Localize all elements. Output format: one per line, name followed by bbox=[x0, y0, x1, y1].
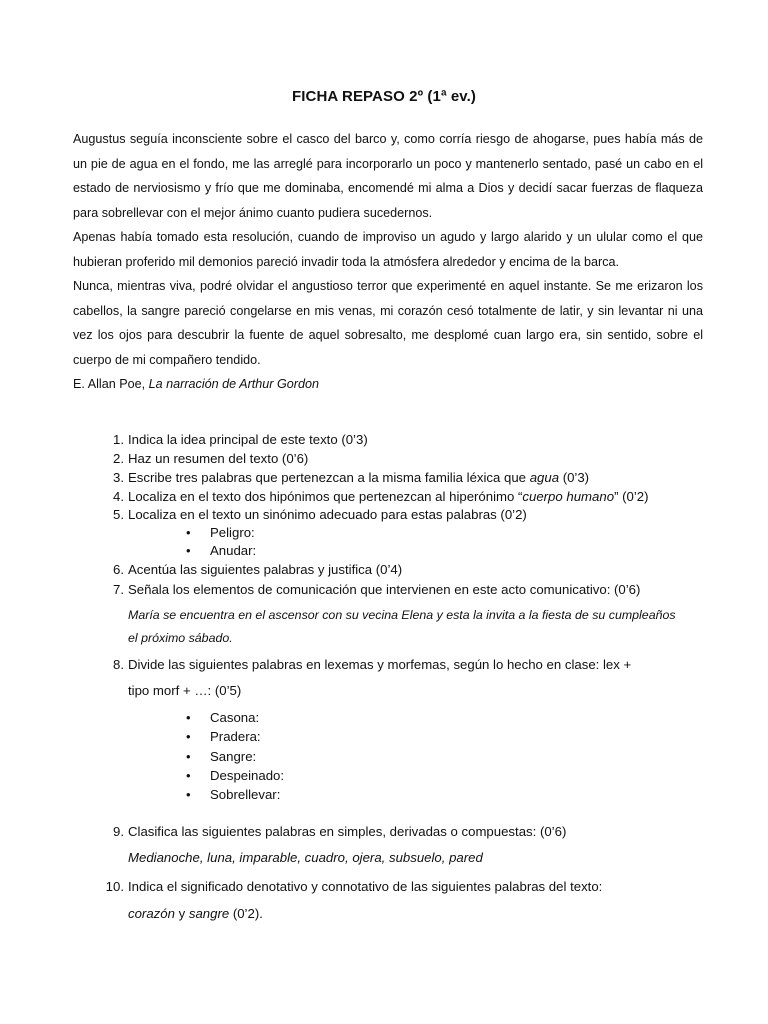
question-10 bbox=[105, 879, 708, 894]
question-6 bbox=[113, 562, 708, 577]
work-title: La narración de Arthur Gordon bbox=[148, 377, 319, 391]
question-text: Escribe tres palabras que pertenezcan a la misma familia léxica que bbox=[128, 470, 530, 485]
question-5 bbox=[113, 507, 708, 522]
list-item-text: Anudar: bbox=[210, 543, 257, 558]
passage-attribution bbox=[73, 372, 703, 397]
conjunction: y bbox=[174, 906, 189, 921]
bullet-icon: • bbox=[186, 768, 191, 783]
bullet-icon: • bbox=[186, 525, 191, 540]
question-keyword: sangre bbox=[188, 906, 230, 921]
question-number: 8. bbox=[113, 657, 124, 672]
question-text: Acentúa las siguientes palabras y justifica (0’4) bbox=[128, 562, 403, 577]
question-text: Haz un resumen del texto (0’6) bbox=[128, 451, 309, 466]
bullet-icon: • bbox=[186, 710, 191, 725]
question-example: el próximo sábado. bbox=[128, 631, 233, 645]
question-number: 6. bbox=[113, 562, 124, 577]
question-8 bbox=[113, 657, 708, 672]
passage-paragraph-1: Augustus seguía inconsciente sobre el casco del barco y, como corría riesgo de ahogarse, pues había más de un pie de agua en el fondo, me las arreglé para incorporarlo un poco y mantenerlo sentado, pasé un cabo en el estado de nerviosismo y frío que me dominaba, encomendé mi alma a Dios y decidí sacar fuerzas de flaqueza para sobrellevar con el mejor ánimo cuanto pudiera sucedernos. bbox=[73, 132, 703, 220]
bullet-icon: • bbox=[186, 749, 191, 764]
question-number: 3. bbox=[113, 470, 124, 485]
question-word-list: Medianoche, luna, imparable, cuadro, ojera, subsuelo, pared bbox=[128, 850, 483, 865]
bullet-icon: • bbox=[186, 543, 191, 558]
question-text: Indica el significado denotativo y connotativo de las siguientes palabras del texto: bbox=[128, 879, 603, 894]
page-title: FICHA REPASO 2º (1ª ev.) bbox=[291, 88, 477, 105]
question-text: Señala los elementos de comunicación que intervienen en este acto comunicativo: (0’6) bbox=[128, 582, 641, 597]
question-text-continued bbox=[128, 906, 263, 921]
reading-passage bbox=[73, 127, 703, 397]
question-keyword: agua bbox=[529, 470, 560, 485]
question-number: 7. bbox=[113, 582, 124, 597]
question-text: Localiza en el texto dos hipónimos que pertenezcan al hiperónimo “ bbox=[128, 489, 523, 504]
passage-paragraph-2: Apenas había tomado esta resolución, cuando de improviso un agudo y largo alarido y un ulular como el que hubieran proferido mil demonios pareció invadir toda la atmósfera alrededor y encima de la barca. bbox=[73, 230, 703, 269]
question-7 bbox=[113, 582, 708, 597]
question-number: 4. bbox=[113, 489, 124, 504]
list-item-text: Sobrellevar: bbox=[210, 787, 281, 802]
question-score: (0’3) bbox=[559, 470, 590, 485]
list-item-text: Despeinado: bbox=[210, 768, 285, 783]
question-number: 1. bbox=[113, 432, 124, 447]
question-4 bbox=[113, 489, 708, 504]
question-example: María se encuentra en el ascensor con su vecina Elena y esta la invita a la fiesta de su cumpleaños bbox=[128, 608, 676, 622]
question-text: Indica la idea principal de este texto (0’3) bbox=[128, 432, 368, 447]
list-item-text: Peligro: bbox=[210, 525, 255, 540]
list-item-text: Casona: bbox=[210, 710, 260, 725]
question-9 bbox=[113, 824, 708, 839]
passage-paragraph-3: Nunca, mientras viva, podré olvidar el angustioso terror que experimenté en aquel instante. Se me erizaron los cabellos, la sangre pareció congelarse en mis venas, mi corazón cesó totalmente de latir, y sin levantar ni una vez los ojos para descubrir la fuente de aquel sobresalto, me desplomé cuan largo era, sin sentido, sobre el cuerpo de mi compañero tendido. bbox=[73, 279, 703, 367]
question-text: Divide las siguientes palabras en lexemas y morfemas, según lo hecho en clase: lex + bbox=[128, 657, 632, 672]
question-keyword: cuerpo humano bbox=[522, 489, 615, 504]
bullet-icon: • bbox=[186, 729, 191, 744]
question-score: ” (0’2) bbox=[614, 489, 649, 504]
question-number: 2. bbox=[113, 451, 124, 466]
list-item-text: Sangre: bbox=[210, 749, 257, 764]
question-text: Clasifica las siguientes palabras en simples, derivadas o compuestas: (0’6) bbox=[128, 824, 567, 839]
question-text-continued: tipo morf + …: (0’5) bbox=[128, 683, 242, 698]
question-number: 5. bbox=[113, 507, 124, 522]
question-text: Localiza en el texto un sinónimo adecuado para estas palabras (0’2) bbox=[128, 507, 527, 522]
list-item-text: Pradera: bbox=[210, 729, 261, 744]
question-number: 10. bbox=[105, 879, 124, 894]
bullet-icon: • bbox=[186, 787, 191, 802]
question-number: 9. bbox=[113, 824, 124, 839]
question-1 bbox=[113, 432, 708, 447]
question-score: (0’2). bbox=[229, 906, 263, 921]
question-3 bbox=[113, 470, 708, 485]
question-2 bbox=[113, 451, 708, 466]
question-keyword: corazón bbox=[128, 906, 175, 921]
author-name: E. Allan Poe, bbox=[73, 377, 149, 391]
